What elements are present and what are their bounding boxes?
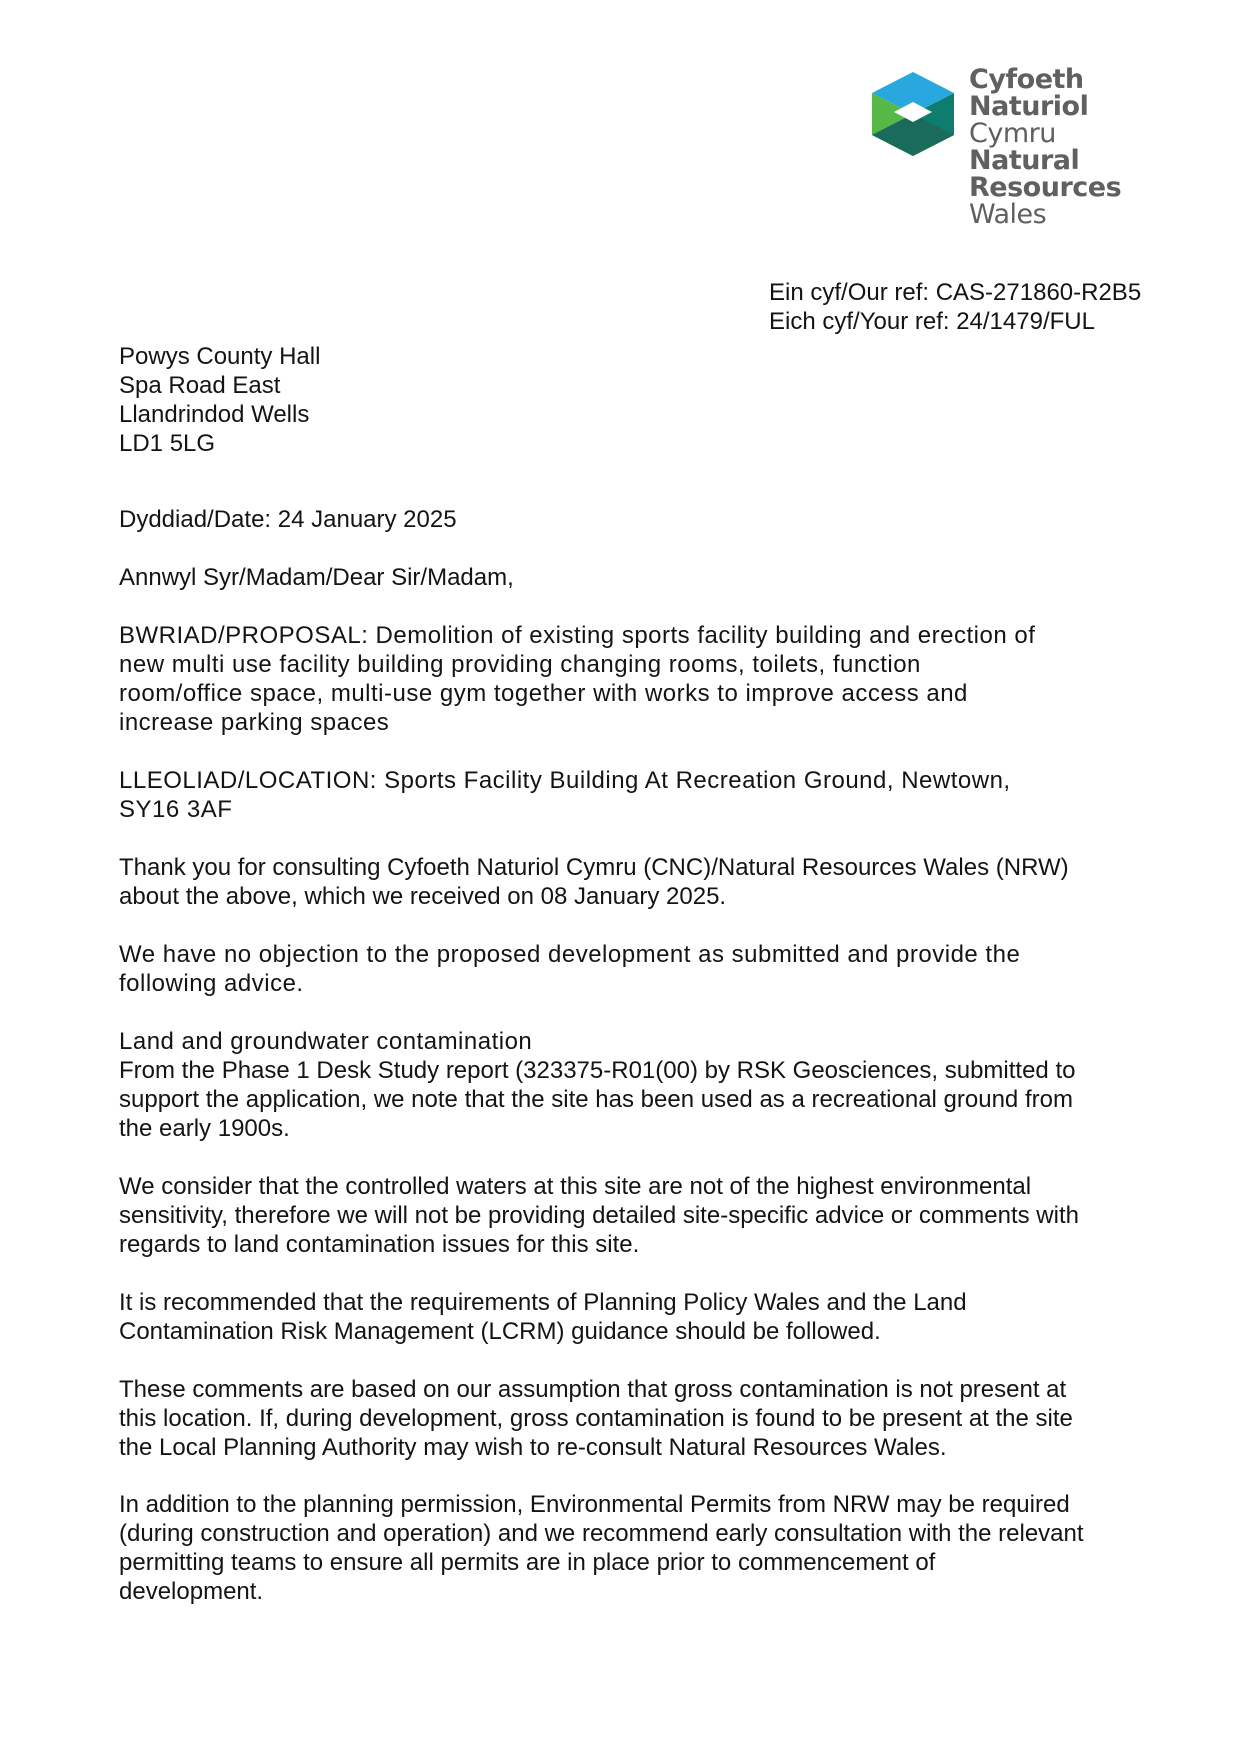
logo-cy-line2: Naturiol (969, 91, 1089, 122)
assumption-line: the Local Planning Authority may wish to re-consult Natural Resources Wales. (119, 1434, 947, 1461)
permits-paragraph (119, 1490, 1139, 1606)
address-line: LD1 5LG (119, 430, 216, 457)
sensitivity-paragraph (119, 1172, 1139, 1259)
recommendation-line: It is recommended that the requirements of Planning Policy Wales and the Land (119, 1289, 967, 1316)
logo-en-line1: Natural (969, 145, 1080, 176)
thanks-line: about the above, which we received on 08 January 2025. (119, 883, 727, 910)
contamination-line: From the Phase 1 Desk Study report (323375-R01(00) by RSK Geosciences, submitted to (119, 1057, 1076, 1084)
permits-line: development. (119, 1578, 264, 1605)
logo-en-line2: Resources (969, 172, 1122, 203)
proposal-line: room/office space, multi-use gym together with works to improve access and (119, 680, 968, 707)
logo-en-line3: Wales (969, 199, 1047, 230)
proposal-line: new multi use facility building providing changing rooms, toilets, function (119, 651, 921, 678)
contamination-line: support the application, we note that the site has been used as a recreational ground from (119, 1086, 1073, 1113)
thanks-paragraph (119, 853, 1139, 911)
contamination-line: the early 1900s. (119, 1115, 290, 1142)
assumption-paragraph (119, 1375, 1139, 1462)
address-line: Llandrindod Wells (119, 401, 310, 428)
no-objection-line: We have no objection to the proposed development as submitted and provide the (119, 941, 1021, 968)
location-line: LLEOLIAD/LOCATION: Sports Facility Building At Recreation Ground, Newtown, (119, 767, 1011, 794)
logo-cy-line1: Cyfoeth (969, 64, 1084, 95)
no-objection-line: following advice. (119, 970, 304, 997)
logo-cy-line3: Cymru (969, 118, 1056, 149)
sensitivity-line: sensitivity, therefore we will not be providing detailed site-specific advice or comments with (119, 1202, 1079, 1229)
permits-line: permitting teams to ensure all permits are in place prior to commencement of (119, 1549, 936, 1576)
salutation: Annwyl Syr/Madam/Dear Sir/Madam, (119, 564, 514, 591)
recommendation-paragraph (119, 1288, 1139, 1346)
proposal-line: increase parking spaces (119, 709, 390, 736)
recipient-address (119, 342, 320, 458)
assumption-line: this location. If, during development, gross contamination is found to be present at the site (119, 1405, 1073, 1432)
organisation-logo (872, 66, 1132, 246)
contamination-section (119, 1027, 1139, 1143)
sensitivity-line: We consider that the controlled waters at this site are not of the highest environmental (119, 1173, 1032, 1200)
proposal-line: BWRIAD/PROPOSAL: Demolition of existing sports facility building and erection of (119, 622, 1036, 649)
reference-block (769, 278, 1141, 336)
address-line: Spa Road East (119, 372, 281, 399)
contamination-heading: Land and groundwater contamination (119, 1028, 533, 1055)
address-line: Powys County Hall (119, 343, 321, 370)
your-reference: Eich cyf/Your ref: 24/1479/FUL (769, 308, 1095, 335)
nrw-hexagon-logo-icon (872, 72, 954, 156)
permits-line: (during construction and operation) and we recommend early consultation with the relevant (119, 1520, 1084, 1547)
no-objection-paragraph (119, 940, 1139, 998)
thanks-line: Thank you for consulting Cyfoeth Naturiol Cymru (CNC)/Natural Resources Wales (NRW) (119, 854, 1069, 881)
recommendation-line: Contamination Risk Management (LCRM) guidance should be followed. (119, 1318, 881, 1345)
proposal-paragraph (119, 621, 1139, 737)
logo-wordmark (969, 66, 1121, 228)
letter-date: Dyddiad/Date: 24 January 2025 (119, 506, 457, 533)
sensitivity-line: regards to land contamination issues for this site. (119, 1231, 640, 1258)
location-paragraph (119, 766, 1139, 824)
assumption-line: These comments are based on our assumption that gross contamination is not present at (119, 1376, 1067, 1403)
our-reference: Ein cyf/Our ref: CAS-271860-R2B5 (769, 279, 1142, 306)
permits-line: In addition to the planning permission, Environmental Permits from NRW may be required (119, 1491, 1070, 1518)
location-line: SY16 3AF (119, 796, 233, 823)
